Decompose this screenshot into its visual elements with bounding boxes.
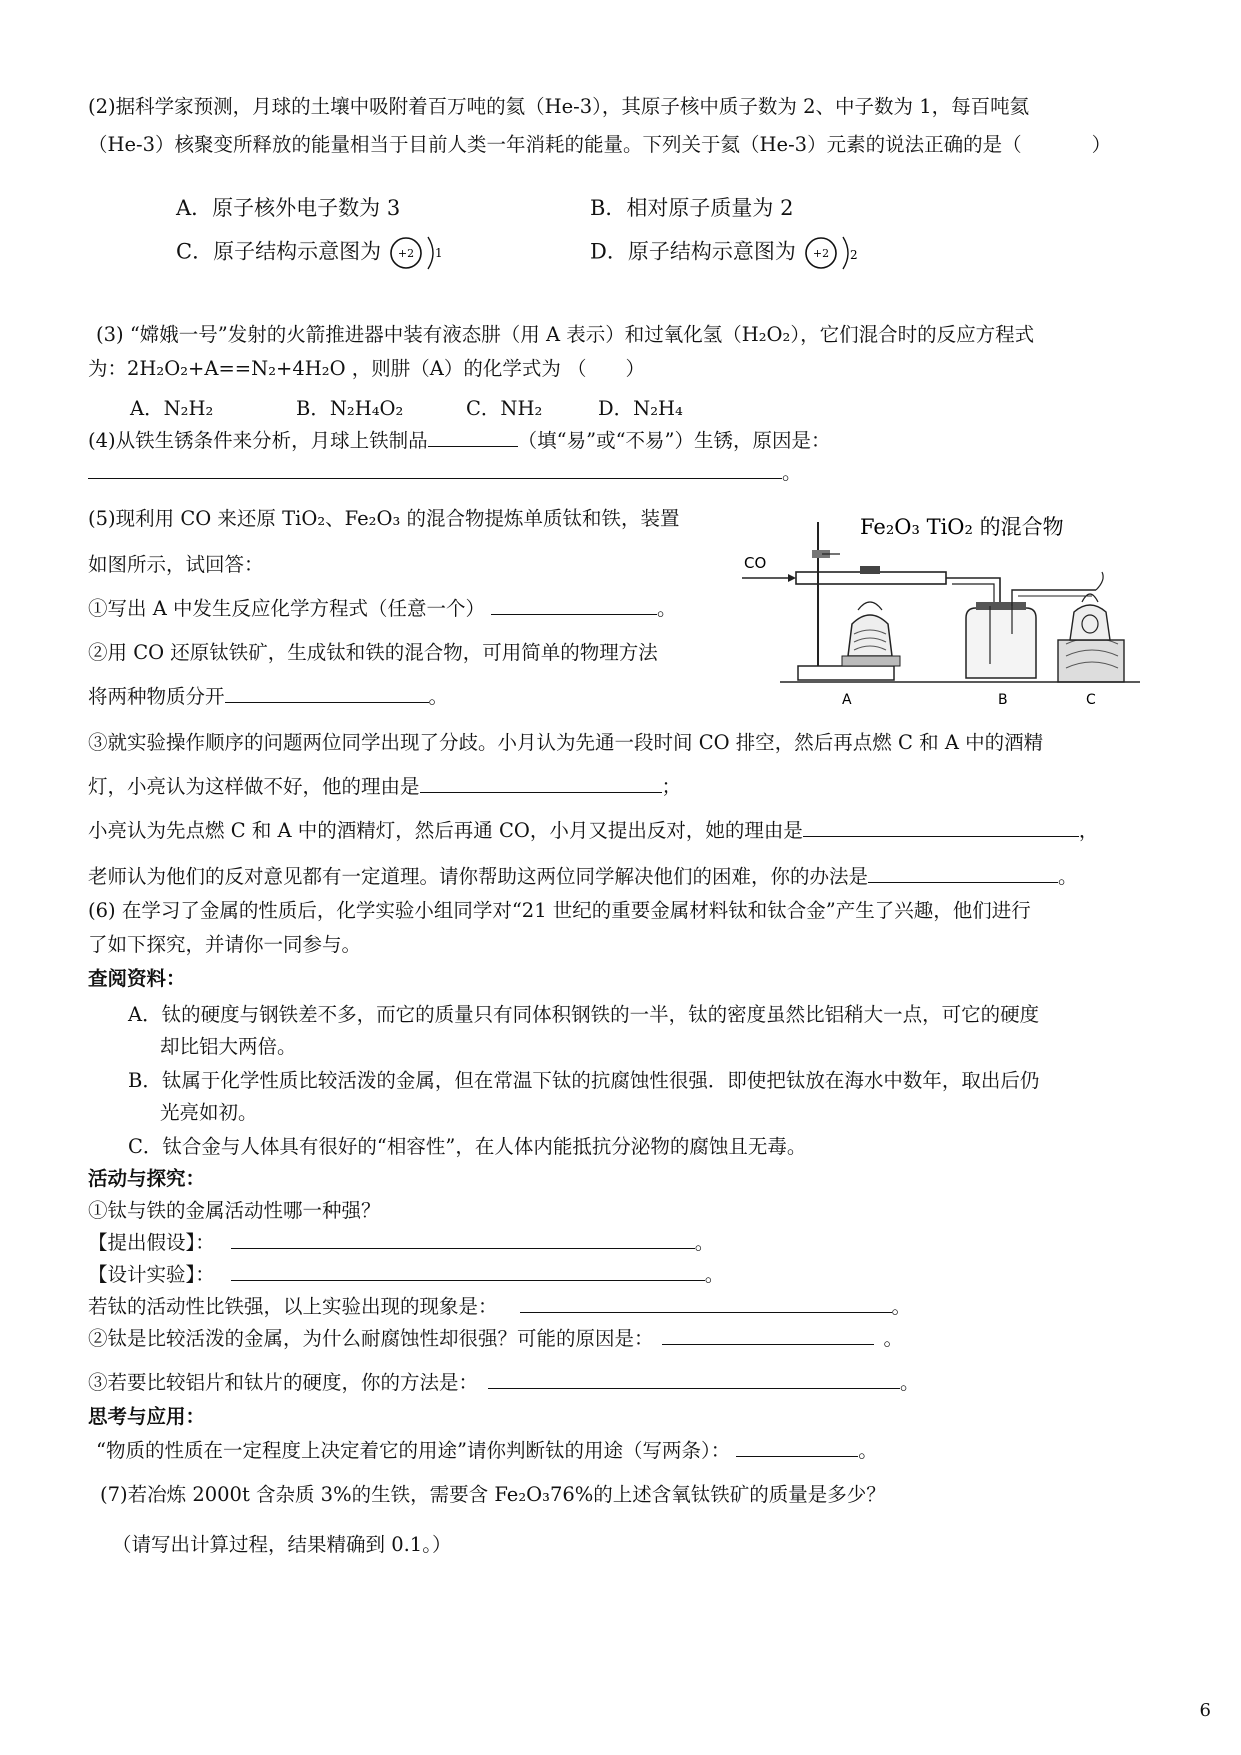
q5-blank-equation[interactable] xyxy=(491,596,657,615)
q5-sub3b-semicolon: ； xyxy=(661,775,682,798)
q7-line2: （请写出计算过程，结果精确到 0.1。） xyxy=(112,1533,452,1556)
figure-label-a: A xyxy=(842,692,852,708)
q6-blank-design[interactable] xyxy=(231,1262,705,1281)
q2-option-d-text: D．原子结构示意图为 xyxy=(590,239,796,264)
q6-heading-reference: 查阅资料： xyxy=(88,967,186,990)
q4-line1 xyxy=(88,428,831,454)
q6-line1: (6) 在学习了金属的性质后，化学实验小组同学对“21 世纪的重要金属材料钛和钛合金”产生了兴趣，他们进行 xyxy=(88,899,1031,922)
q6-activity-2-period: 。 xyxy=(883,1327,904,1350)
q6-think-period: 。 xyxy=(858,1439,878,1462)
q6-hypothesis-label: 【提出假设】： xyxy=(88,1231,215,1254)
q6-blank-phenomenon[interactable] xyxy=(520,1294,892,1313)
q6-blank-hardness[interactable] xyxy=(488,1370,900,1389)
figure-co-label: CO xyxy=(744,554,767,572)
q6-design-label: 【设计实验】： xyxy=(88,1263,215,1286)
figure-caption: Fe₂O₃ TiO₂ 的混合物 xyxy=(860,515,1064,539)
q6-phenomenon-text: 若钛的活动性比铁强，以上实验出现的现象是： xyxy=(88,1295,498,1318)
q6-heading-think: 思考与应用： xyxy=(88,1405,206,1428)
q2-option-c-text: C．原子结构示意图为 xyxy=(176,239,382,264)
q2-line2-text: （He-3）核聚变所释放的能量相当于目前人类一年消耗的能量。下列关于氦（He-3）元素的说法正确的是（ xyxy=(88,133,1022,156)
atom-c-shell: 1 xyxy=(434,246,443,260)
q5-blank-reason-xiaoliang[interactable] xyxy=(420,774,662,793)
figure-label-c: C xyxy=(1086,692,1096,708)
q6-think-text: “物质的性质在一定程度上决定着它的用途”请你判断钛的用途（写两条）： xyxy=(96,1439,731,1462)
q6-hypothesis xyxy=(88,1230,714,1256)
q6-design-period: 。 xyxy=(704,1263,725,1286)
q5-sub1-period: 。 xyxy=(656,597,677,620)
q6-activity-3-period: 。 xyxy=(900,1371,920,1394)
q6-ref-c: C．钛合金与人体具有很好的“相容性”，在人体内能抵抗分泌物的腐蚀且无毒。 xyxy=(128,1135,807,1158)
q3-option-b: B．N₂H₄O₂ xyxy=(296,397,404,420)
q5-blank-separation[interactable] xyxy=(225,684,429,703)
q3-line2: 为：2H₂O₂+A==N₂+4H₂O ，则肼（A）的化学式为 （ ） xyxy=(88,357,646,380)
atom-c-nucleus: +2 xyxy=(397,247,414,260)
q7-line1: (7)若冶炼 2000t 含杂质 3%的生铁，需要含 Fe₂O₃76%的上述含氧钛铁矿的质量是多少？ xyxy=(100,1483,886,1506)
q4-line1-suffix: （填“易”或“不易”）生锈，原因是： xyxy=(517,429,831,452)
q5-sub3b xyxy=(88,774,681,800)
q5-sub3d-text: 老师认为他们的反对意见都有一定道理。请你帮助这两位同学解决他们的困难，你的办法是 xyxy=(88,865,869,888)
atom-d-shell: 2 xyxy=(849,248,858,262)
q6-ref-b1: B．钛属于化学性质比较活泼的金属，但在常温下钛的抗腐蚀性很强．即使把钛放在海水中数年，取出后仍 xyxy=(128,1069,1040,1092)
q5-sub3c-comma: ， xyxy=(1078,819,1099,842)
q4-line2 xyxy=(88,460,802,486)
q4-line2-end: 。 xyxy=(782,461,802,484)
q5-sub2a: ②用 CO 还原钛铁矿，生成钛和铁的混合物，可用简单的物理方法 xyxy=(88,641,658,664)
q6-think xyxy=(96,1438,878,1464)
q6-heading-activity: 活动与探究： xyxy=(88,1167,206,1190)
q6-activity-1: ①钛与铁的金属活动性哪一种强？ xyxy=(88,1199,381,1222)
q5-sub1-text: ①写出 A 中发生反应化学方程式（任意一个） xyxy=(88,597,485,620)
q5-sub3d-period: 。 xyxy=(1058,865,1078,888)
page-number: 6 xyxy=(1199,1700,1211,1721)
q6-activity-3 xyxy=(88,1370,920,1396)
q2-answer-paren: ） xyxy=(1091,133,1112,156)
q6-activity-3-text: ③若要比较铝片和钛片的硬度，你的方法是： xyxy=(88,1371,479,1394)
q6-ref-a2: 却比铝大两倍。 xyxy=(160,1035,297,1058)
q2-option-c xyxy=(176,233,448,273)
q4-blank-rust[interactable] xyxy=(428,428,518,447)
q5-sub3a: ③就实验操作顺序的问题两位同学出现了分歧。小月认为先通一段时间 CO 排空，然后再点燃 C 和 A 中的酒精 xyxy=(88,731,1044,754)
q6-phenomenon xyxy=(88,1294,911,1320)
figure-label-b: B xyxy=(998,692,1008,708)
q5-sub2b-text: 将两种物质分开 xyxy=(88,685,225,708)
q6-hypothesis-period: 。 xyxy=(694,1231,715,1254)
atom-diagram-d xyxy=(803,233,863,273)
q6-ref-b2: 光亮如初。 xyxy=(160,1101,258,1124)
apparatus-figure xyxy=(740,514,1145,710)
q6-phenomenon-period: 。 xyxy=(891,1295,912,1318)
q3-option-c: C．NH₂ xyxy=(466,397,543,420)
q6-ref-a1: A．钛的硬度与钢铁差不多，而它的质量只有同体积钢铁的一半，钛的密度虽然比铝稍大一点，可它的硬度 xyxy=(128,1003,1040,1026)
atom-d-nucleus: +2 xyxy=(812,247,829,260)
q5-sub3c-text: 小亮认为先点燃 C 和 A 中的酒精灯，然后再通 CO，小月又提出反对，她的理由是 xyxy=(88,819,803,842)
q3-line1: (3) “嫦娥一号”发射的火箭推进器中装有液态肼（用 A 表示）和过氧化氢（H₂O₂），它们混合时的反应方程式 xyxy=(96,323,1035,346)
q5-sub3b-text: 灯，小亮认为这样做不好，他的理由是 xyxy=(88,775,420,798)
q3-option-d: D．N₂H₄ xyxy=(598,397,683,420)
q6-design xyxy=(88,1262,724,1288)
q5-sub2b xyxy=(88,684,448,710)
atom-diagram-c xyxy=(388,233,448,273)
q5-sub3d xyxy=(88,864,1078,890)
q5-line2: 如图所示，试回答： xyxy=(88,553,264,576)
q5-blank-solution[interactable] xyxy=(868,864,1058,883)
q5-line1: (5)现利用 CO 来还原 TiO₂、Fe₂O₃ 的混合物提炼单质钛和铁，装置 xyxy=(88,507,680,530)
q6-activity-2 xyxy=(88,1326,903,1352)
q6-activity-2-text: ②钛是比较活泼的金属，为什么耐腐蚀性却很强？可能的原因是： xyxy=(88,1327,654,1350)
q4-blank-reason[interactable] xyxy=(88,460,782,479)
q2-option-d xyxy=(590,233,863,273)
q2-line1: (2)据科学家预测，月球的土壤中吸附着百万吨的氦（He-3），其原子核中质子数为 2、中子数为 1，每百吨氦 xyxy=(88,95,1030,118)
q5-sub1 xyxy=(88,596,677,622)
q6-blank-hypothesis[interactable] xyxy=(231,1230,695,1249)
q5-sub3c xyxy=(88,818,1098,844)
q6-line2: 了如下探究，并请你一同参与。 xyxy=(88,933,362,956)
q2-option-a: A．原子核外电子数为 3 xyxy=(176,196,401,220)
q2-line2 xyxy=(88,132,1111,158)
q4-line1-text: (4)从铁生锈条件来分析，月球上铁制品 xyxy=(88,429,428,452)
q3-option-a: A．N₂H₂ xyxy=(130,397,214,420)
q5-blank-reason-xiaoyue[interactable] xyxy=(803,818,1079,837)
q2-option-b: B．相对原子质量为 2 xyxy=(590,196,794,220)
q5-sub2b-period: 。 xyxy=(428,685,449,708)
q6-blank-uses[interactable] xyxy=(736,1438,858,1457)
q6-blank-corrosion[interactable] xyxy=(662,1326,874,1345)
